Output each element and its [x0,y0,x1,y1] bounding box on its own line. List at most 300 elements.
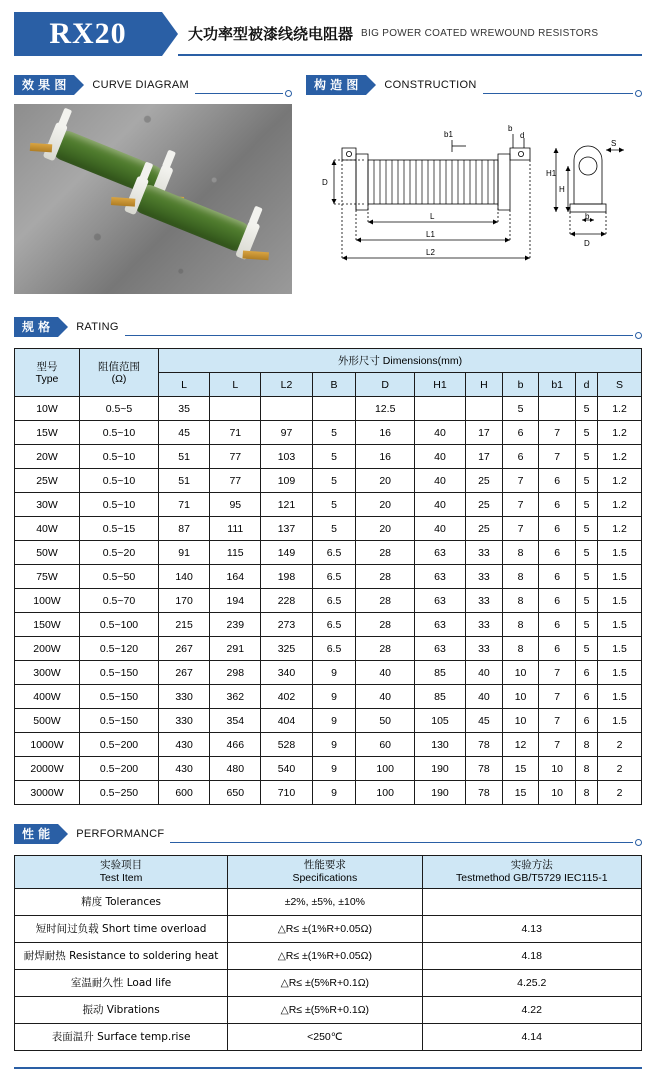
perf-cell-method: 4.13 [422,916,641,943]
cell-dim: 7 [539,421,576,445]
cell-dim: 9 [312,661,356,685]
cell-dim: 1.5 [598,541,642,565]
cell-dim: 9 [312,709,356,733]
cell-type: 25W [15,469,80,493]
section-arrow-icon [58,824,68,844]
cell-dim: 40 [414,469,465,493]
cell-dim: 50 [356,709,414,733]
cell-dim: 7 [502,517,539,541]
cell-dim: 140 [159,565,210,589]
cell-dim: 7 [539,685,576,709]
resistor-mount-stub [249,206,263,226]
cell-dim: 325 [261,637,312,661]
cell-dim: 9 [312,685,356,709]
model-title: RX20 [49,17,127,50]
cell-dim: 77 [210,445,261,469]
cell-type: 2000W [15,757,80,781]
label-H1: H1 [546,169,557,178]
table-row [15,709,642,733]
table-row [15,445,642,469]
cell-dim: 5 [575,445,597,469]
section-title-construction-cn: 构 造 图 [306,75,366,95]
cell-dim: 130 [414,733,465,757]
section-rule [125,335,633,336]
cell-dim: 6 [575,709,597,733]
section-title-rating-cn: 规 格 [14,317,58,337]
cell-dim: 28 [356,565,414,589]
perf-cell-spec: △R≤ ±(1%R+0.05Ω) [228,916,422,943]
cell-dim: 404 [261,709,312,733]
rating-table-head [15,349,642,397]
cell-type: 30W [15,493,80,517]
cell-dim: 1.5 [598,661,642,685]
cell-dim: 170 [159,589,210,613]
cell-dim: 78 [466,757,503,781]
cell-dim: 28 [356,541,414,565]
perf-cell-spec: <250℃ [228,1024,422,1051]
cell-dim: 5 [312,421,356,445]
cell-dim: 5 [575,637,597,661]
perf-cell-item: 振动 Vibrations [15,997,228,1024]
cell-dim: 2 [598,733,642,757]
cell-dim: 1.5 [598,565,642,589]
section-dot-icon [285,90,292,97]
rating-dim-col: b [502,373,539,397]
table-row [15,565,642,589]
cell-dim: 12 [502,733,539,757]
cell-dim: 430 [159,757,210,781]
cell-dim: 8 [502,613,539,637]
performance-table [14,855,642,1051]
cell-dim: 1.5 [598,589,642,613]
section-rule [170,842,633,843]
perf-cell-item: 室温耐久性 Load life [15,970,228,997]
cell-type: 40W [15,517,80,541]
table-row [15,661,642,685]
perf-col-method-cn: 实验方法 [510,859,553,871]
cell-dim: 63 [414,589,465,613]
cell-dim: 6.5 [312,613,356,637]
cell-dim: 710 [261,781,312,805]
cell-dim: 28 [356,589,414,613]
cell-type: 500W [15,709,80,733]
cell-dim: 6.5 [312,589,356,613]
cell-dim: 16 [356,445,414,469]
cell-dim: 25 [466,469,503,493]
cell-dim: 60 [356,733,414,757]
cell-dim: 121 [261,493,312,517]
section-title-performance [14,823,642,845]
cell-dim: 6 [539,637,576,661]
section-arrow-icon [74,75,84,95]
cell-dim: 1.5 [598,685,642,709]
cell-dim: 6 [575,685,597,709]
cell-dim: 5 [575,613,597,637]
cell-dim: 5 [575,397,597,421]
cell-type: 15W [15,421,80,445]
cell-dim: 71 [159,493,210,517]
label-b-small: b [585,212,590,221]
cell-range: 0.5~10 [80,469,159,493]
table-row [15,397,642,421]
cell-dim: 40 [466,685,503,709]
table-row [15,541,642,565]
cell-dim: 63 [414,613,465,637]
cell-dim: 6 [502,445,539,469]
rating-col-type-en: Type [35,372,59,385]
cell-range: 0.5~10 [80,493,159,517]
cell-dim: 8 [502,565,539,589]
table-row [15,421,642,445]
cell-dim: 190 [414,781,465,805]
cell-range: 0.5~10 [80,445,159,469]
cell-dim [539,397,576,421]
cell-dim: 40 [414,445,465,469]
table-row [15,916,642,943]
cell-dim: 8 [575,781,597,805]
cell-dim: 15 [502,781,539,805]
cell-dim: 85 [414,661,465,685]
section-arrow-icon [58,317,68,337]
cell-dim: 6.5 [312,565,356,589]
table-row [15,493,642,517]
section-dot-icon [635,90,642,97]
rating-header-row-1 [15,349,642,373]
cell-dim: 430 [159,733,210,757]
cell-dim: 10 [502,685,539,709]
cell-dim: 2 [598,757,642,781]
cell-dim: 25 [466,493,503,517]
header-arrow-icon [162,12,178,56]
cell-type: 150W [15,613,80,637]
section-title-performance-en: PERFORMANCF [76,828,165,840]
construction-svg [306,104,642,294]
perf-cell-spec: ±2%, ±5%, ±10% [228,889,422,916]
perf-col-item-en: Test Item [99,872,143,884]
perf-cell-item: 短时间过负载 Short time overload [15,916,228,943]
cell-dim: 16 [356,421,414,445]
cell-dim: 362 [210,685,261,709]
section-title-curve [14,74,292,96]
cell-dim: 9 [312,733,356,757]
rating-dim-col: L [159,373,210,397]
cell-dim: 6 [502,421,539,445]
table-row [15,889,642,916]
label-L1: L1 [426,230,435,239]
label-H: H [559,185,565,194]
table-row [15,637,642,661]
cell-dim: 5 [312,469,356,493]
rating-col-range-cn: 阻值范围 [98,360,140,373]
table-row [15,517,642,541]
rating-dim-col: b1 [539,373,576,397]
cell-dim: 330 [159,709,210,733]
cell-dim: 1.5 [598,709,642,733]
header-titles [178,12,642,56]
resistor-mount-stub [162,150,176,170]
perf-cell-method [422,889,641,916]
cell-dim: 6.5 [312,637,356,661]
table-row [15,733,642,757]
cell-range: 0.5~100 [80,613,159,637]
label-L2: L2 [426,248,435,257]
rating-table-body [15,397,642,805]
cell-dim: 6 [575,661,597,685]
section-rule [195,93,283,94]
cell-dim: 402 [261,685,312,709]
rating-col-type [15,349,80,397]
cell-dim: 40 [356,661,414,685]
cell-dim: 9 [312,757,356,781]
cell-dim: 540 [261,757,312,781]
cell-dim: 291 [210,637,261,661]
cell-dim: 8 [502,637,539,661]
section-dot-icon [635,839,642,846]
cell-dim [261,397,312,421]
cell-dim: 33 [466,589,503,613]
cell-dim: 215 [159,613,210,637]
cell-dim: 51 [159,445,210,469]
cell-range: 0.5~200 [80,733,159,757]
cell-dim: 5 [312,517,356,541]
cell-type: 100W [15,589,80,613]
cell-dim: 97 [261,421,312,445]
section-dot-icon [635,332,642,339]
cell-dim: 600 [159,781,210,805]
cell-dim: 149 [261,541,312,565]
cell-dim: 1.2 [598,445,642,469]
cell-dim: 6 [539,541,576,565]
rating-dim-col: d [575,373,597,397]
cell-dim: 8 [575,733,597,757]
cell-dim: 115 [210,541,261,565]
cell-dim: 91 [159,541,210,565]
rating-col-range [80,349,159,397]
product-photo-column [14,104,292,294]
model-badge [14,12,162,56]
cell-dim: 10 [539,781,576,805]
cell-dim: 12.5 [356,397,414,421]
cell-dim: 198 [261,565,312,589]
cell-dim: 7 [502,493,539,517]
cell-range: 0.5~15 [80,517,159,541]
cell-dim: 103 [261,445,312,469]
cell-dim: 7 [539,445,576,469]
cell-range: 0.5~120 [80,637,159,661]
cell-dim: 5 [575,589,597,613]
perf-cell-method: 4.25.2 [422,970,641,997]
label-b1: b1 [444,130,453,139]
cell-dim: 5 [502,397,539,421]
cell-dim: 10 [502,661,539,685]
cell-dim: 20 [356,493,414,517]
table-row [15,781,642,805]
rating-dim-col: H1 [414,373,465,397]
cell-dim: 6.5 [312,541,356,565]
cell-dim: 5 [575,469,597,493]
cell-dim: 33 [466,613,503,637]
cell-dim: 111 [210,517,261,541]
cell-type: 75W [15,565,80,589]
construction-column [306,104,642,294]
cell-dim: 273 [261,613,312,637]
performance-table-body [15,889,642,1051]
resistor-mount-stub [58,108,72,128]
section-title-construction-en: CONSTRUCTION [384,79,477,91]
cell-dim: 6 [539,493,576,517]
cell-dim: 63 [414,541,465,565]
cell-dim: 1.5 [598,613,642,637]
table-row [15,613,642,637]
table-row [15,943,642,970]
rating-table [14,348,642,805]
cell-dim: 5 [575,541,597,565]
cell-dim: 5 [312,445,356,469]
cell-dim: 1.2 [598,397,642,421]
cell-dim: 298 [210,661,261,685]
cell-type: 10W [15,397,80,421]
cell-dim: 7 [539,661,576,685]
datasheet-page [0,12,656,1043]
cell-dim: 2 [598,781,642,805]
cell-type: 20W [15,445,80,469]
cell-dim: 17 [466,421,503,445]
perf-col-method-en: Testmethod GB/T5729 IEC115-1 [455,872,608,884]
rating-col-type-cn: 型号 [36,360,58,373]
cell-type: 1000W [15,733,80,757]
cell-dim: 354 [210,709,261,733]
perf-col-spec-en: Specifications [292,872,358,884]
construction-drawing [306,104,642,294]
cell-dim: 6 [539,589,576,613]
cell-dim: 228 [261,589,312,613]
cell-dim: 5 [575,421,597,445]
cell-dim: 6 [539,517,576,541]
cell-range: 0.5~10 [80,421,159,445]
rating-dim-col: L2 [261,373,312,397]
label-D2: D [584,239,590,248]
cell-dim [210,397,261,421]
table-row [15,1024,642,1051]
cell-dim: 7 [539,733,576,757]
cell-dim: 480 [210,757,261,781]
cell-dim: 190 [414,757,465,781]
cell-type: 50W [15,541,80,565]
cell-type: 3000W [15,781,80,805]
cell-dim: 100 [356,781,414,805]
cell-range: 0.5~50 [80,565,159,589]
cell-dim: 528 [261,733,312,757]
cell-dim: 194 [210,589,261,613]
cell-dim: 1.2 [598,493,642,517]
cell-dim: 1.5 [598,637,642,661]
cell-dim: 35 [159,397,210,421]
perf-col-spec [228,856,422,889]
cell-dim: 20 [356,517,414,541]
cell-dim: 466 [210,733,261,757]
cell-dim: 6 [539,469,576,493]
section-title-performance-cn: 性 能 [14,824,58,844]
cell-dim: 40 [414,421,465,445]
cell-dim: 15 [502,757,539,781]
performance-header-row [15,856,642,889]
cell-range: 0.5~5 [80,397,159,421]
cell-type: 300W [15,661,80,685]
cell-dim: 7 [502,469,539,493]
label-d: d [520,131,525,140]
cell-dim [312,397,356,421]
rating-col-dimensions [159,349,642,373]
rating-dim-en: Dimensions(mm) [382,354,463,367]
table-row [15,997,642,1024]
header-title-en: BIG POWER COATED WREWOUND RESISTORS [361,27,599,39]
resistor-terminal-lead [30,143,53,153]
cell-dim: 95 [210,493,261,517]
perf-col-method [422,856,641,889]
cell-dim: 17 [466,445,503,469]
cell-dim: 7 [539,709,576,733]
header-title-cn: 大功率型被漆线绕电阻器 [188,24,354,43]
perf-cell-item: 表面温升 Surface temp.rise [15,1024,228,1051]
performance-table-head [15,856,642,889]
cell-dim: 9 [312,781,356,805]
perf-cell-item: 耐焊耐热 Resistance to soldering heat [15,943,228,970]
section-title-curve-en: CURVE DIAGRAM [92,79,189,91]
resistor-mount-stub [139,161,153,181]
perf-cell-spec: △R≤ ±(1%R+0.05Ω) [228,943,422,970]
cell-dim: 10 [502,709,539,733]
section-rule [483,93,633,94]
cell-dim: 100 [356,757,414,781]
cell-dim: 33 [466,565,503,589]
cell-dim: 330 [159,685,210,709]
cell-dim: 63 [414,565,465,589]
cell-dim: 63 [414,637,465,661]
table-row [15,589,642,613]
rating-dim-col: D [356,373,414,397]
section-arrow-icon [366,75,376,95]
page-header [14,12,642,56]
cell-dim: 40 [466,661,503,685]
cell-dim: 28 [356,613,414,637]
cell-range: 0.5~70 [80,589,159,613]
cell-dim: 77 [210,469,261,493]
cell-range: 0.5~150 [80,685,159,709]
section-title-construction [306,74,642,96]
cell-range: 0.5~150 [80,661,159,685]
perf-col-item [15,856,228,889]
section-title-rating-en: RATING [76,321,119,333]
perf-cell-item: 精度 Tolerances [15,889,228,916]
label-b: b [508,124,513,133]
cell-dim: 5 [575,565,597,589]
cell-dim: 40 [414,493,465,517]
cell-dim: 28 [356,637,414,661]
cell-dim: 164 [210,565,261,589]
cell-dim: 85 [414,685,465,709]
cell-dim: 6 [539,565,576,589]
cell-dim: 40 [414,517,465,541]
top-content-row [14,104,642,294]
cell-dim: 8 [502,541,539,565]
cell-dim: 105 [414,709,465,733]
section-title-curve-cn: 效 果 图 [14,75,74,95]
table-row [15,970,642,997]
cell-dim: 20 [356,469,414,493]
rating-col-range-unit: (Ω) [111,372,127,385]
cell-dim: 267 [159,661,210,685]
table-row [15,757,642,781]
